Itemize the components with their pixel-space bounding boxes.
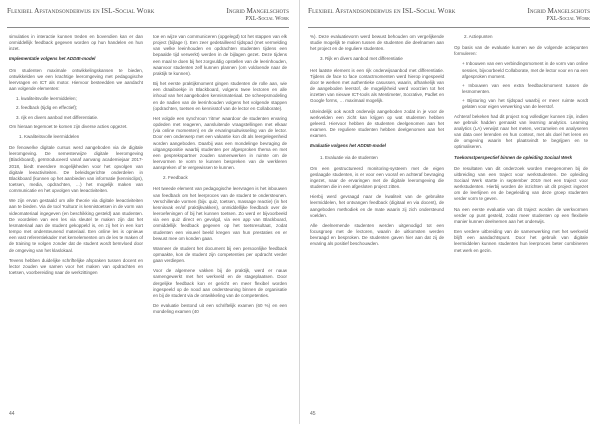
header-title: Flexibel Afstandsonderwijs en ISL-Social Work — [308, 7, 456, 15]
paragraph: toe en wijze van communiceren (opgelegd) tot het stappen van elk project (bijlage I). Een zeer gedetailleerd tijdspad (met vermelding van welke leeinhouden en opdrachten studenten tijdens een bepaalde tijd verwerkt) werden in de bijlagen gezet. Deze tijdens een maal te doen bij het zorgvuldig opstellen van de leerinhouden, waarvoor studenten zelf kunnen plannen (om voldoende naar de praktijk te kunnen). — [153, 34, 287, 76]
running-header — [308, 7, 590, 27]
paragraph: We zijn ervan gestaald om alle theorie via digitale leeactiviteiten aan te bieden. Via de tool 'Kultura' is kennistoetsen in de vorm van videomateriaal ingegeven (en beschikking gesteld) aan studenten. De voordelen van een les via sleutel te maken zijn dat het lesmateriaal aan de student gekoppeld is, en zij het in een kort tempo met ondersteunend materiaal. Een online les is opnieuw een vast referentiekader met kernelementen om de les te maken of de training te volgen zonder dat de student wordt beïnvloed door de omgeving van het klaslokaal. — [9, 198, 143, 253]
page-number: 44 — [9, 411, 15, 417]
paragraph: Na een eerste evaluatie van dit traject worden de werkvormen verder op punt gesteld, zodat meer studenten op een flexibele manier kunnen deelnemen aan het onderwijs. — [454, 206, 588, 224]
paragraph: simulaties in interactie kunnen treden en bovendien kan er dan onmiddellijk feedback gegeven worden op hun handelen en hun inzet. — [9, 34, 143, 52]
subsection-heading: 1. Kwaliteitsvolle leermiddelen — [19, 133, 80, 139]
header-title: Flexibel Afstandsonderwijs en ISL-Social Work — [7, 7, 155, 15]
paragraph: Om hieraan tegemoet te komen zijn diverse acties opgezet. — [9, 123, 128, 129]
paragraph: Het tweede element van pedagogische leervragen is het inbouwen van feedback om het leerproces van de student te ondersteunen. Verschillende vormen (bijv. quiz, toetsen, massage reactie) (in het kennisvak en/of praktijkvakken), onmiddellijke feedback over de leeroefeningen of bij het kunnen toetsen. Zo werd er bijvoorbeeld via een quiz direct en gevolgd, via een app van Blackboard, onmiddellijk feedback gegeven op het toetsresultaat, zodat studenten een visueel beeld kregen van hun prestaties en er bewust mee om konden gaan. — [153, 186, 287, 241]
paragraph: Tevens hebben duidelijke schriftelijke afspraken tussen docent en lector zouden we samen voor het maken van opdrachten en toetsen, voorbereiding naar de werkzittingen — [9, 257, 143, 275]
section-heading: Implementatie volgens het ADDIE-model — [9, 56, 96, 62]
section-heading: Evaluatie volgens het ADDIE-model — [310, 143, 386, 149]
paragraph: Uiteindelijk ook wordt onderwijs aangeboden zodat in je voor de werkvelden een zicht kan krijgen op wat studenten hebben geleerd. Hiervoor hebben de studenten deelgenomen aan het examen. De reguliere studenten hebben deelgenomen aan het examen. — [310, 108, 444, 139]
column-1 — [9, 34, 143, 402]
page-number: 45 — [310, 411, 316, 417]
paragraph: Wanneer de student het document bij een persoonlijke feedback opmaakte, kon de student zijn competenties per opdracht verder gaan verdiepen. — [153, 245, 287, 264]
right-page — [301, 0, 597, 424]
subsection-heading: 2. Feedback — [163, 175, 188, 181]
header-rule — [7, 27, 289, 28]
column-2 — [153, 34, 287, 402]
paragraph: Achteraf bekeken had dit project nog vollediger kunnen zijn, indien we gebruik hadden gemaakt van learning analytics. Learning analytics (LA) verwijst naar het meten, verzamelen en analyseren van data over lerenden en hun context, met als doel het leren en de omgeving waarin het plaatsvindt te begrijpen en te optimaliseren. — [454, 113, 588, 150]
text-columns — [9, 34, 287, 402]
paragraph: De fenowe/ke digitale cursus werd aangeboden via de digitale leeromgeving. De semesterwijze digitale leeromgeving (Blackboard), geïntroduceerd vanaf aanvang academiejaar 2017-2018, biedt meerdere mogelijkheden voor het opvolgen van digitale leeactiviteiten. De beleidsgerichte onderdelen in Blackboard (kunnen op het aanbieden van informatie (kennisclips), toetsen, media, opdrachten, …) het mogelijk maken van communicatie en het opvolgen van leeactiviteiten. — [9, 145, 143, 194]
paragraph: Bij het eerste praktijkmoment gingen studenten de rolle aan, wie een draaiboekje in Blackboard, volgens twee lectoren en alle inhoud van het aangeboden kennismateriaal. De scheepsmodeling en de nadien van de leerinhouden volgens het volgende stappen (opdrachten, toetsen en kennisstof van de lector en Collaborate). — [153, 81, 287, 111]
paragraph: De evaluatie bestond uit een schriftelijk examen (60 %) en een mondeling examen (40 — [153, 303, 287, 315]
left-page — [0, 0, 296, 424]
paragraph: Om studenten maximale ontwikkelingskansen te bieden, ontwikkelden we een krachtige leeromgeving met pedagogische leervragen en ICT als motor. Hiervoor besteedden we aandacht aan volgende elementen: — [9, 67, 143, 92]
text-columns — [310, 34, 588, 402]
header-subtitle: PXL-Social Work — [546, 16, 590, 22]
paragraph: De resultaten van dit onderzoek worden meegenomen bij de uitbreiding van een traject voor werkstudenten. De opleiding Sociaal Werk startte in september 2019 met een traject voor werkstudenten. Hierbij worden de inzichten uit dit project ingezet om de leerlijnen en de begeleiding van deze groep studenten verder vorm te geven. — [454, 165, 588, 202]
column-1 — [310, 34, 444, 402]
running-header — [7, 7, 289, 27]
subsection-heading: 3. Rijk en divers aanbod met differentiatie — [320, 56, 403, 62]
paragraph: Hierbij werd gevraagd naar de kwaliteit van de gebruikte leermiddelen, het ontvangen feedback (digitaal en via docent), de aangeboden methodiek en de mate waarin zij zich ondersteund voelden. — [310, 194, 444, 218]
paragraph: Het volgde een synchroon 'ritme' waardoor de studenten ervaring opdeden met reageren, aansluitende vraagstellingen met elkaar (via online momenten) en de ervaringsuitwisseling van de lector. Door een onderwerp met een vakantie kon dit als leergelegenheid worden aangeboden. Daarbij was een mondelinge bevraging de uitgangspositie waarbij studenten per afgesproken thema en met een gesprekspartner zouden samenwerken in ruimte om de leervormen te vorm te kunnen bespreken van de werkleren aanspreken of te vergewissen te kunnen. — [153, 115, 287, 171]
numbered-item: 2. feedback (tijdig en effectief); — [16, 105, 78, 111]
header-author: Ingrid Mangelschots — [527, 7, 590, 15]
numbered-item: 1. kwaliteitsvolle leermiddelen; — [16, 96, 77, 102]
numbered-item: 3. rijk en divers aanbod met differentiatie. — [16, 114, 99, 120]
section-heading: Toekomstperspectief binnen de opleiding Sociaal Werk — [454, 154, 573, 160]
paragraph: Het laatste element is een rijk onderwijsaanbod met differentiatie. Tijdens de face to face contactmomenten werd hierop ingespeeld door te werken met authentieke casussen, waarin, afhankelijk van de aangeboden leerstof, de mogelijkheid werd voorzien tot het inzetten van nieuwe ICT-tools als Mentimeter, Socrative, Padlet en Google forms, … maximaal mogelijk. — [310, 67, 444, 104]
paragraph: Een verdere uitbreiding van de samenwerking met het werkveld blijft een aandachtspunt. Door het gebruik van digitale leermiddelen kunnen studenten hun leerproces beter combineren met werk en gezin. — [454, 229, 588, 253]
header-rule — [308, 27, 590, 28]
paragraph: Op basis van de evaluatie kunnen we de volgende actiepunten formuleren: — [454, 45, 588, 57]
paragraph: Om een gestructureerd monitoring-systeem met de eigen geslaagde studenten, is er voor een vooraf en achteraf bevraging ingezet, naar de ervaringen met de digitale leeromgeving die studenten die in een afgesloten project zitten. — [310, 165, 444, 190]
subsection-heading: 2. Actiepunten — [464, 34, 493, 39]
header-subtitle: PXL-Social Work — [245, 16, 289, 22]
subsection-heading: 1. Evaluatie via de studenten — [320, 154, 378, 160]
paragraph: %). Deze evaluatievorm werd bewust behouden om vergelijkende studie mogelijk te maken tussen de studenten die deelnamen aan het project en de reguliere studenten. — [310, 34, 444, 52]
paragraph: Alle deelnemende studenten werden uitgenodigd tot een focusgroep met de lectoren, waarin de uitkomsten werden bevraagd en besproken. De studenten gaven hier aan dat zij de ervaring als positief beschouwden. — [310, 222, 444, 247]
bullet-item: + Bijsturing van het tijdspad waarbij er meer ruimte wordt gelaten voor eigen verwerking van de leerstof. — [462, 98, 588, 110]
column-2 — [454, 34, 588, 402]
page-divider — [299, 0, 300, 424]
bullet-item: + Inbouwen van een verbindingsmoment in de vorm van online sessies, bijvoorbeeld Collaborate, met de lector voor en na een afgesproken moment. — [462, 61, 588, 79]
bullet-item: + Inbouwen van een extra feedbackmoment tussen de lesmomenten. — [462, 82, 588, 95]
paragraph: Voor de algemene vakken bij de praktijk, werd er nauw samengewerkt met het werkveld en de stageplaatsen. Door dergelijke feedback kon er gericht en meer flexibel worden ingespeeld op de nood aan ondersteuning binnen de organisatie en bij de student via de ontwikkeling van de competenties. — [153, 268, 287, 298]
header-author: Ingrid Mangelschots — [226, 7, 289, 15]
